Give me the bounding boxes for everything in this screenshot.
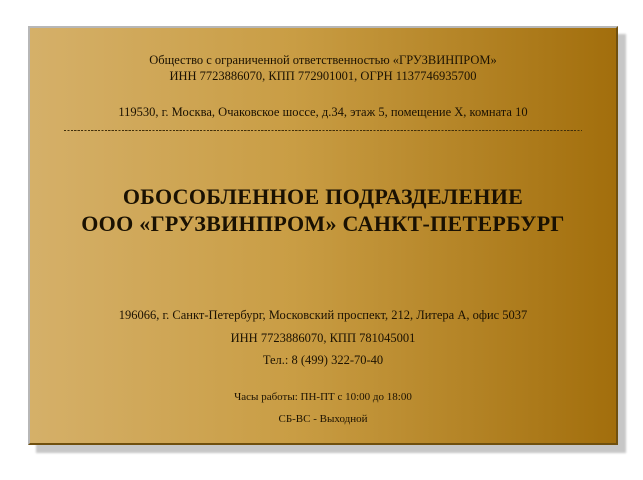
head-office-block [30,53,616,84]
company-sign-plaque [28,26,618,445]
head-office-org-name: Общество с ограниченной ответственностью «ГРУЗВИНПРОМ» [149,53,497,67]
working-hours-weekdays: Часы работы: ПН-ПТ с 10:00 до 18:00 [234,391,412,403]
branch-details-block [30,304,616,372]
working-hours-weekend: СБ-ВС - Выходной [278,413,368,425]
plaque-title-line-1: ОБОСОБЛЕННОЕ ПОДРАЗДЕЛЕНИЕ [122,184,524,209]
plaque-title-line-2: ООО «ГРУЗВИНПРОМ» САНКТ-ПЕТЕРБУРГ [81,211,565,236]
working-hours-block [30,386,616,430]
divider-line [64,130,582,132]
branch-inn-kpp: ИНН 7723886070, КПП 781045001 [230,330,416,345]
head-office-registration: ИНН 7723886070, КПП 772901001, ОГРН 1137746935700 [169,68,477,83]
branch-phone: Тел.: 8 (499) 322-70-40 [262,353,384,367]
plaque-title [30,183,616,237]
head-office-address: 119530, г. Москва, Очаковское шоссе, д.34, этаж 5, помещение X, комната 10 [118,105,528,119]
branch-address: 196066, г. Санкт-Петербург, Московский проспект, 212, Литера А, офис 5037 [118,308,528,322]
